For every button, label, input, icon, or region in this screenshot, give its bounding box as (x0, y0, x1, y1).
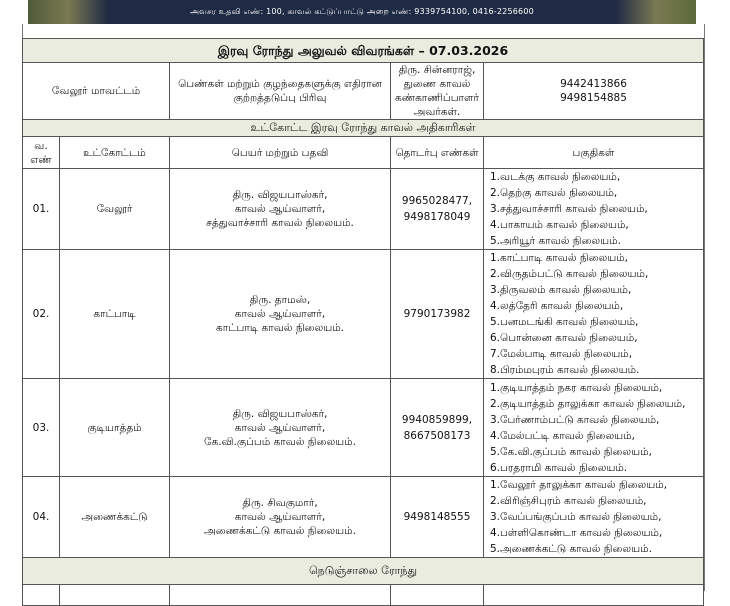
area-item: 2.விருதம்பட்டு காவல் நிலையம், (490, 268, 649, 280)
highway-title: நெடுஞ்சாலை ரோந்து (23, 558, 704, 585)
highway-title-row (23, 558, 704, 585)
district-name: வேலூர் மாவட்டம் (23, 63, 170, 120)
table-row (23, 250, 704, 379)
area-item: 4.பாகாயம் காவல் நிலையம், (490, 219, 629, 231)
header-banner (28, 0, 696, 24)
area-item: 8.பிரம்மபுரம் காவல் நிலையம். (490, 364, 640, 376)
area-item: 6.பரதராமி காவல் நிலையம். (490, 461, 628, 474)
area-item: 7.மேல்பாடி காவல் நிலையம், (490, 348, 633, 360)
area-item: 3.பேர்ணாம்பட்டு காவல் நிலையம், (490, 413, 660, 426)
name-line: அணைக்கட்டு காவல் நிலையம். (204, 525, 356, 537)
area-item: 3.வேப்பங்குப்பம் காவல் நிலையம், (490, 511, 662, 523)
row-areas (484, 250, 704, 379)
name-line: காவல் ஆய்வாளர், (234, 511, 326, 523)
area-item: 4.லத்தேரி காவல் நிலையம், (490, 300, 624, 312)
row-name (170, 169, 391, 250)
highway-cell (60, 585, 170, 606)
column-header-row (23, 137, 704, 169)
highway-cell (484, 585, 704, 606)
area-item: 5.அரியூர் காவல் நிலையம். (490, 235, 621, 247)
name-line: காவல் ஆய்வாளர், (234, 308, 326, 320)
name-line: திரு. விஜயபாஸ்கர், (232, 407, 328, 420)
highway-cell (391, 585, 484, 606)
subdivision-title: உட்கோட்ட இரவு ரோந்து காவல் அதிகாரிகள் (23, 120, 704, 137)
phone-line: 9498148555 (403, 511, 471, 523)
row-areas (484, 169, 704, 250)
row-subdivision: அணைக்கட்டு (60, 477, 170, 558)
row-name (170, 250, 391, 379)
name-line: திரு. விஜயபாஸ்கர், (232, 189, 328, 201)
area-item: 2.விரிஞ்சிபுரம் காவல் நிலையம், (490, 495, 647, 507)
area-item: 1.வடக்கு காவல் நிலையம், (490, 171, 621, 183)
subdivision-title-row (23, 120, 704, 137)
col-name: பெயர் மற்றும் பதவி (170, 137, 391, 169)
row-subdivision: காட்பாடி (60, 250, 170, 379)
phone-line: 9790173982 (403, 308, 471, 320)
area-item: 4.பள்ளிகொண்டா காவல் நிலையம், (490, 527, 663, 539)
phone-line: 9940859899, (401, 413, 473, 426)
area-item: 4.மேல்பட்டி காவல் நிலையம், (490, 429, 635, 442)
phone-line: 8667508173 (403, 429, 471, 442)
officer-cell (391, 63, 484, 120)
name-line: காட்பாடி காவல் நிலையம். (216, 322, 344, 334)
area-item: 1.வேலூர் தாலுக்கா காவல் நிலையம், (490, 479, 668, 491)
name-line: கே.வி.குப்பம் காவல் நிலையம். (204, 435, 356, 448)
row-name (170, 477, 391, 558)
row-subdivision: குடியாத்தம் (60, 379, 170, 477)
area-item: 6.பொன்னை காவல் நிலையம், (490, 332, 638, 344)
row-phones (391, 169, 484, 250)
col-sno: வ. எண் (23, 137, 60, 169)
row-phones (391, 250, 484, 379)
name-line: திரு. சிவகுமார், (242, 497, 318, 509)
row-areas (484, 477, 704, 558)
report-title-row (23, 39, 704, 63)
area-item: 5.அணைக்கட்டு காவல் நிலையம். (490, 543, 652, 555)
area-item: 5.பனமடங்கி காவல் நிலையம், (490, 316, 639, 328)
area-item: 1.காட்பாடி காவல் நிலையம், (490, 252, 629, 264)
row-name (170, 379, 391, 477)
area-item: 5.கே.வி.குப்பம் காவல் நிலையம், (490, 445, 652, 458)
table-row (23, 379, 704, 477)
patrol-table (22, 38, 704, 606)
area-item: 3.திருவலம் காவல் நிலையம், (490, 284, 632, 296)
row-areas (484, 379, 704, 477)
col-areas: பகுதிகள் (484, 137, 704, 169)
officer-role: துணை காவல் கண்காணிப்பாளர் அவர்கள். (395, 78, 479, 118)
district-info-row (23, 63, 704, 120)
row-sno: 04. (23, 477, 60, 558)
name-line: சத்துவாச்சாரி காவல் நிலையம். (206, 217, 354, 229)
highway-cell (23, 585, 60, 606)
col-contact: தொடர்பு எண்கள் (391, 137, 484, 169)
row-sno: 03. (23, 379, 60, 477)
col-subdivision: உட்கோட்டம் (60, 137, 170, 169)
wing-name: பெண்கள் மற்றும் குழந்தைகளுக்கு எதிரான குற்றத்தடுப்பு பிரிவு (170, 63, 391, 120)
area-item: 1.குடியாத்தம் நகர காவல் நிலையம், (490, 381, 663, 394)
row-sno: 02. (23, 250, 60, 379)
table-row (23, 169, 704, 250)
officer-phone-1: 9442413866 (560, 78, 627, 90)
officer-name: திரு. சின்னராஜ், (398, 64, 476, 76)
area-item: 2.குடியாத்தம் தாலுக்கா காவல் நிலையம், (490, 397, 686, 410)
area-item: 2.தெற்கு காவல் நிலையம், (490, 187, 618, 199)
helpline-text: அவசர உதவி எண்: 100, காவல் கட்டுப்பாட்டு அறை எண்: 9339754100, 0416-2256600 (190, 7, 534, 16)
officer-phones (484, 63, 704, 120)
table-row (23, 477, 704, 558)
row-subdivision: வேலூர் (60, 169, 170, 250)
phone-line: 9965028477, (401, 195, 473, 207)
row-sno: 01. (23, 169, 60, 250)
highway-cell (170, 585, 391, 606)
report-title: இரவு ரோந்து அலுவல் விவரங்கள் – 07.03.2026 (23, 39, 704, 63)
row-phones (391, 379, 484, 477)
area-item: 3.சத்துவாச்சாரி காவல் நிலையம், (490, 203, 648, 215)
name-line: திரு. தாமஸ், (249, 294, 311, 306)
name-line: காவல் ஆய்வாளர், (234, 421, 326, 434)
row-phones (391, 477, 484, 558)
officer-phone-2: 9498154885 (560, 92, 627, 104)
name-line: காவல் ஆய்வாளர், (234, 203, 326, 215)
phone-line: 9498178049 (403, 211, 471, 223)
highway-row (23, 585, 704, 606)
